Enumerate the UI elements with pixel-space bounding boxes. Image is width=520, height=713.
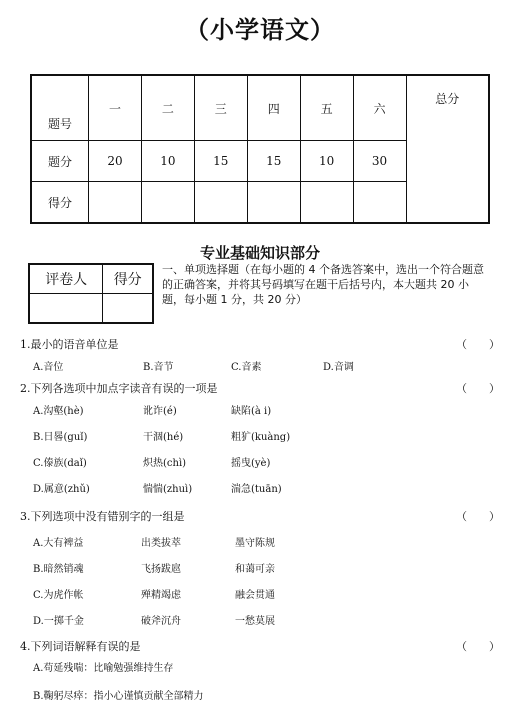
score-table — [30, 74, 490, 224]
points-cell: 15 — [247, 141, 300, 182]
option-word: 和蔼可亲 — [235, 564, 275, 575]
row-label: 题分 — [31, 141, 89, 182]
option-word: 讹诈(é) — [143, 406, 177, 417]
points-cell: 15 — [194, 141, 247, 182]
option: C.傣族(daǐ) — [33, 458, 87, 469]
option: A.沟壑(hè) — [33, 406, 84, 417]
options — [33, 659, 473, 713]
question-text: 3.下列选项中没有错别字的一组是 — [20, 510, 185, 523]
score-input-cell[interactable] — [353, 182, 406, 224]
option-word: 炽热(chì) — [143, 458, 187, 469]
column-header: 二 — [141, 75, 194, 141]
option: A.音位 — [33, 362, 64, 373]
score-input-cell[interactable] — [141, 182, 194, 224]
points-cell: 10 — [141, 141, 194, 182]
question — [20, 336, 500, 352]
question — [20, 508, 500, 524]
grader-label: 评卷人 — [29, 264, 103, 294]
option-word: 粗犷(kuàng) — [231, 432, 291, 443]
score-label: 得分 — [103, 264, 153, 294]
question — [20, 380, 500, 396]
points-cell: 10 — [300, 141, 353, 182]
column-header: 五 — [300, 75, 353, 141]
options — [33, 402, 473, 506]
option-word: 墨守陈规 — [235, 538, 275, 549]
score-input-cell[interactable] — [247, 182, 300, 224]
score-input-cell[interactable] — [194, 182, 247, 224]
options — [33, 534, 473, 638]
option: A.苟延残喘：比喻勉强维持生存 — [33, 663, 174, 674]
option-word: 一愁莫展 — [235, 616, 275, 627]
table-row — [29, 294, 153, 324]
question-text: 2.下列各选项中加点字读音有误的一项是 — [20, 382, 218, 395]
question-text: 4.下列词语解释有误的是 — [20, 640, 141, 653]
score-input-cell[interactable] — [300, 182, 353, 224]
option: B.鞠躬尽瘁：指小心谨慎贡献全部精力 — [33, 691, 204, 702]
option-word: 干涸(hé) — [143, 432, 184, 443]
option-word: 惴惴(zhuì) — [143, 484, 193, 495]
answer-blank[interactable]: （ ） — [456, 640, 500, 653]
grader-input-cell[interactable] — [29, 294, 103, 324]
option-word: 摇曳(yè) — [231, 458, 271, 469]
column-header: 一 — [89, 75, 142, 141]
page-title: （小学语文） — [185, 16, 335, 44]
points-cell: 30 — [353, 141, 406, 182]
answer-blank[interactable]: （ ） — [456, 338, 500, 351]
option: B.日晷(guǐ) — [33, 432, 88, 443]
question-text: 1.最小的语音单位是 — [20, 338, 119, 351]
column-header: 六 — [353, 75, 406, 141]
option: D.音调 — [323, 362, 354, 373]
question — [20, 638, 500, 654]
option-word: 飞扬跋扈 — [141, 564, 181, 575]
section-instructions: 一、单项选择题（在每小题的 4 个备选答案中，选出一个符合题意的正确答案，并将其号码填写在题干后括号内，本大题共 20 小 题，每小题 1 分，共 20 分） — [162, 263, 484, 306]
column-header: 四 — [247, 75, 300, 141]
option: D.属意(zhǔ) — [33, 484, 90, 495]
option-word: 出类拔萃 — [141, 538, 181, 549]
option: D.一掷千金 — [33, 616, 84, 627]
answer-blank[interactable]: （ ） — [456, 510, 500, 523]
score-input-cell[interactable] — [89, 182, 142, 224]
column-header: 三 — [194, 75, 247, 141]
option-word: 融会贯通 — [235, 590, 275, 601]
row-label: 题号 — [31, 75, 89, 141]
section-title: 专业基础知识部分 — [199, 244, 320, 262]
option: B.暗然销魂 — [33, 564, 84, 575]
option-word: 湍急(tuān) — [231, 484, 282, 495]
option: B.音节 — [143, 362, 174, 373]
option-word: 破斧沉舟 — [141, 616, 181, 627]
grader-table — [28, 263, 154, 324]
option: A.大有裨益 — [33, 538, 84, 549]
total-cell: 总分 — [406, 75, 489, 223]
option: C.为虎作帐 — [33, 590, 84, 601]
option: C.音素 — [231, 362, 262, 373]
points-cell: 20 — [89, 141, 142, 182]
table-row — [31, 75, 489, 141]
score-input-cell[interactable] — [103, 294, 153, 324]
answer-blank[interactable]: （ ） — [456, 382, 500, 395]
table-row — [29, 264, 153, 294]
option-word: 缺陷(à i) — [231, 406, 272, 417]
row-label: 得分 — [31, 182, 89, 224]
option-word: 殚精竭虑 — [141, 590, 181, 601]
